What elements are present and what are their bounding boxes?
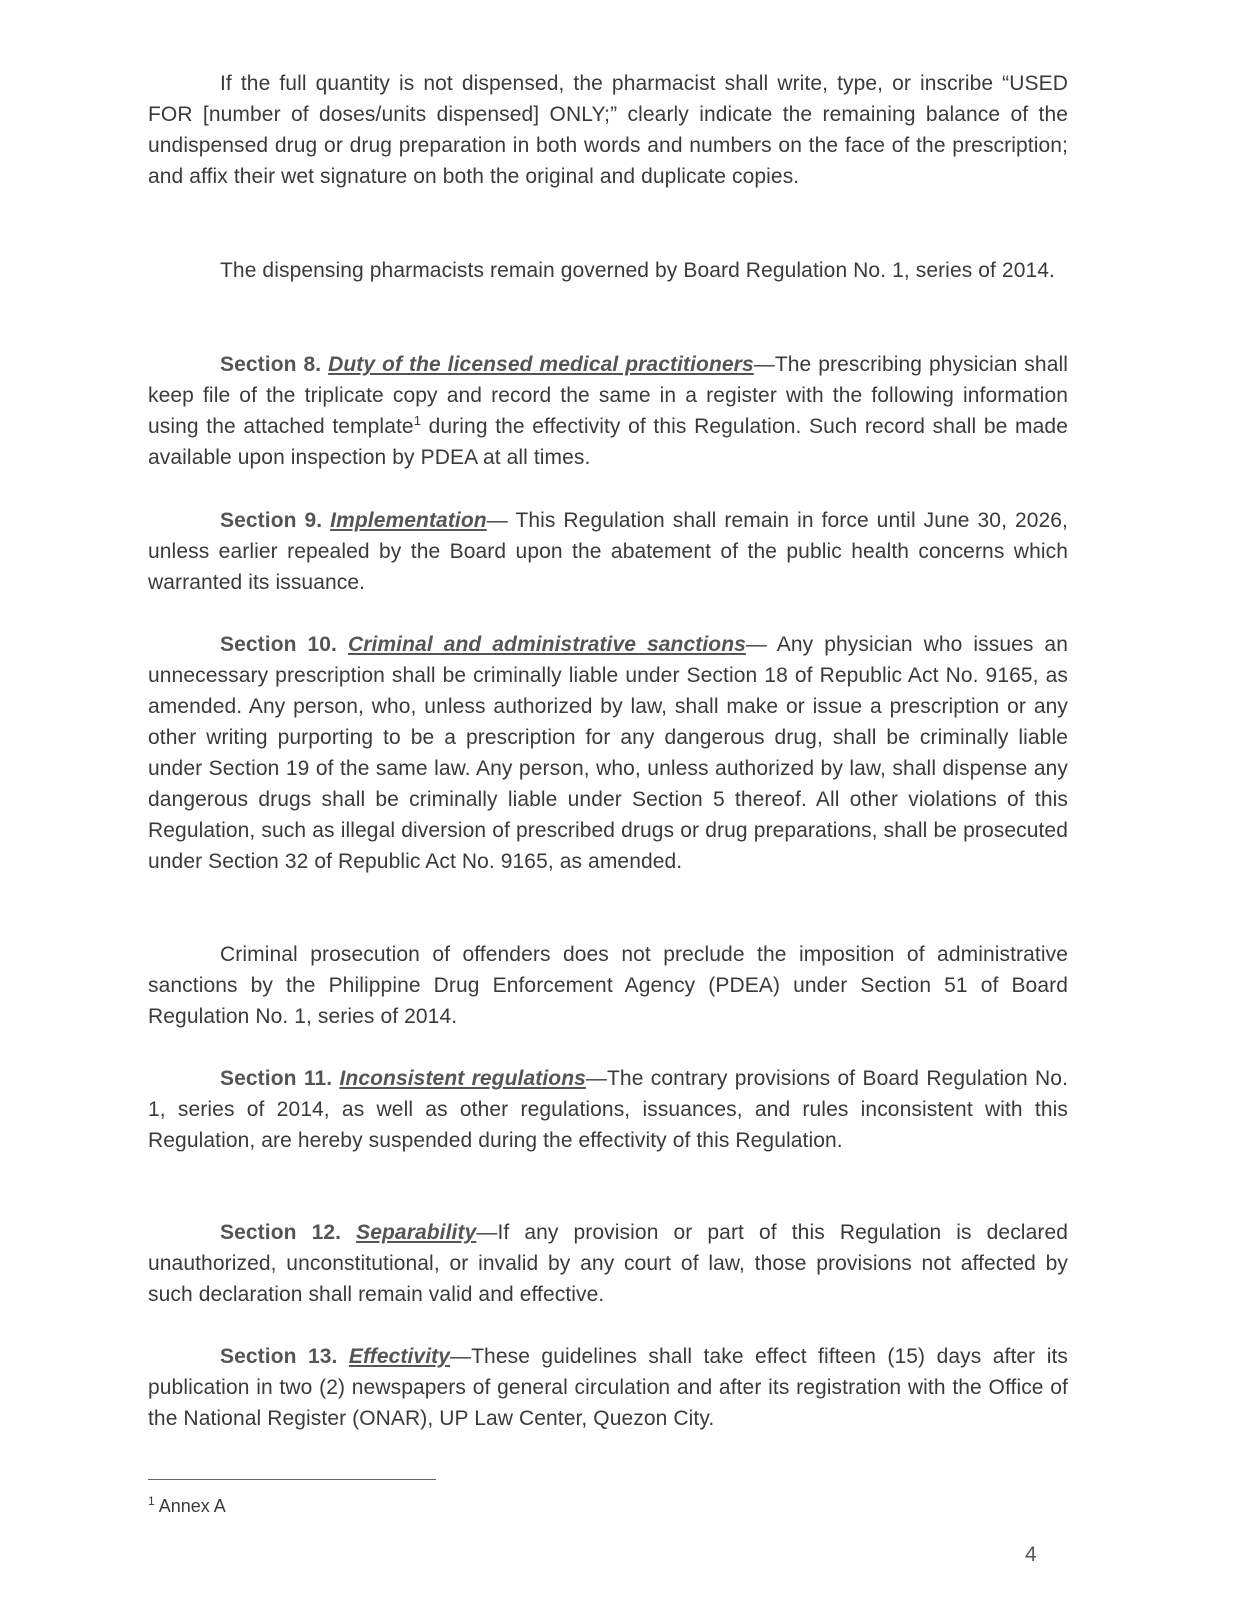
footnote-text: Annex A — [154, 1496, 226, 1516]
paragraph-text: If the full quantity is not dispensed, the pharmacist shall write, type, or inscribe “USED FOR [number of doses/units dispensed] ONLY;” clearly indicate the remaining balance of the undispensed drug or drug preparation in both words and numbers on the face of the prescription; and affix their wet signature on both the original and duplicate copies. — [148, 72, 1068, 188]
section-13 — [148, 1341, 1068, 1434]
section-body: — Any physician who issues an unnecessary prescription shall be criminally liable under Section 18 of Republic Act No. 9165, as amended. Any person, who, unless authorized by law, shall make or issue a prescription or any other writing purporting to be a prescription for any dangerous drug, shall be criminally liable under Section 19 of the same law. Any person, who, unless authorized by law, shall dispense any dangerous drugs shall be criminally liable under Section 5 thereof. All other violations of this Regulation, such as illegal diversion of prescribed drugs or drug preparations, shall be prosecuted under Section 32 of Republic Act No. 9165, as amended. — [148, 633, 1068, 873]
section-8 — [148, 349, 1068, 473]
paragraph-dispensing-pharmacists — [148, 255, 1068, 286]
section-body: —If any provision or part of this Regulation is declared unauthorized, unconstitutional, or invalid by any court of law, those provisions not affected by such declaration shall remain valid and effective. — [148, 1221, 1069, 1306]
paragraph-partial-dispensing — [148, 68, 1068, 192]
section-12 — [148, 1217, 1068, 1310]
section-title: Inconsistent regulations — [339, 1067, 586, 1090]
page-number: 4 — [1025, 1543, 1037, 1566]
section-10-continued — [148, 939, 1068, 1032]
section-10 — [148, 629, 1068, 877]
footnote — [148, 1490, 226, 1517]
section-body: —The contrary provisions of Board Regulation No. 1, series of 2014, as well as other regulations, issuances, and rules inconsistent with this Regulation, are hereby suspended during the effectivity of this Regulation. — [148, 1067, 1068, 1152]
section-heading: Section 12. — [220, 1221, 342, 1244]
footnote-reference: 1 — [413, 413, 422, 428]
section-heading: Section 11. — [220, 1067, 333, 1090]
section-title: Implementation — [330, 509, 487, 532]
section-title: Duty of the licensed medical practitioners — [328, 353, 754, 376]
section-title: Effectivity — [348, 1345, 451, 1368]
section-body: —The prescribing physician shall keep file of the triplicate copy and record the same in a register with the following information using the attached template — [148, 353, 1069, 438]
section-11 — [148, 1063, 1068, 1156]
section-heading: Section 10. — [220, 633, 337, 656]
section-body: —These guidelines shall take effect fifteen (15) days after its publication in two (2) newspapers of general circulation and after its registration with the Office of the National Register (ONAR), UP Law Center, Quezon City. — [148, 1345, 1069, 1430]
paragraph-text: The dispensing pharmacists remain governed by Board Regulation No. 1, series of 2014. — [220, 259, 1055, 282]
section-9 — [148, 505, 1068, 598]
footnote-divider — [148, 1479, 436, 1480]
section-heading: Section 9. — [220, 509, 323, 532]
section-body: — This Regulation shall remain in force until June 30, 2026, unless earlier repealed by the Board upon the abatement of the public health concerns which warranted its issuance. — [148, 509, 1068, 594]
section-title: Criminal and administrative sanctions — [347, 633, 746, 656]
section-heading: Section 13. — [220, 1345, 338, 1368]
footnote-marker: 1 — [148, 1494, 155, 1508]
paragraph-text: Criminal prosecution of offenders does not preclude the imposition of administrative sanctions by the Philippine Drug Enforcement Agency (PDEA) under Section 51 of Board Regulation No. 1, series of 2014. — [148, 943, 1068, 1028]
section-title: Separability — [356, 1221, 477, 1244]
section-body-continued: during the effectivity of this Regulation. Such record shall be made available upon inspection by PDEA at all times. — [148, 415, 1068, 469]
section-heading: Section 8. — [220, 353, 322, 376]
